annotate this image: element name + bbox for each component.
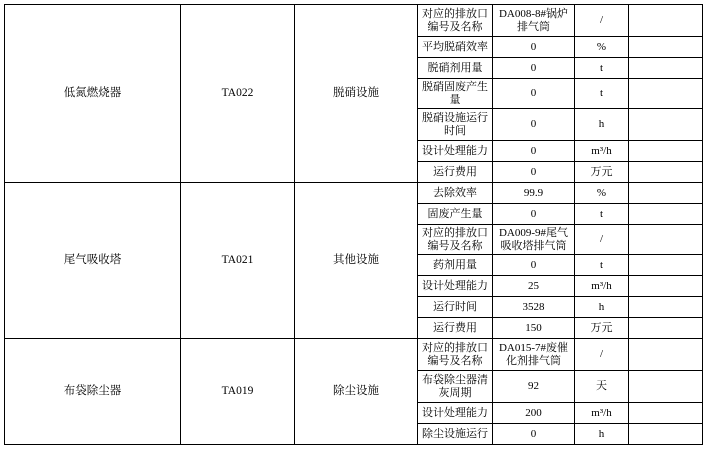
remarks-cell bbox=[629, 141, 703, 162]
remarks-cell bbox=[629, 424, 703, 445]
param-name-cell: 布袋除尘器清灰周期 bbox=[418, 371, 493, 403]
param-name-cell: 脱硝剂用量 bbox=[418, 58, 493, 79]
param-name-cell: 对应的排放口编号及名称 bbox=[418, 5, 493, 37]
param-unit-cell: m³/h bbox=[575, 276, 629, 297]
facility-type-cell: 其他设施 bbox=[295, 183, 418, 339]
remarks-cell bbox=[629, 162, 703, 183]
param-name-cell: 对应的排放口编号及名称 bbox=[418, 225, 493, 255]
remarks-cell bbox=[629, 58, 703, 79]
param-value-cell: 200 bbox=[493, 403, 575, 424]
param-value-cell: 0 bbox=[493, 162, 575, 183]
facility-type-cell: 除尘设施 bbox=[295, 339, 418, 445]
param-value-cell: 0 bbox=[493, 109, 575, 141]
remarks-cell bbox=[629, 403, 703, 424]
facility-name-cell: 布袋除尘器 bbox=[5, 339, 181, 445]
param-value-cell: 0 bbox=[493, 37, 575, 58]
facility-code-cell: TA019 bbox=[181, 339, 295, 445]
param-unit-cell: / bbox=[575, 339, 629, 371]
remarks-cell bbox=[629, 371, 703, 403]
param-value-cell: DA015-7#废催化剂排气筒 bbox=[493, 339, 575, 371]
param-value-cell: 0 bbox=[493, 424, 575, 445]
table-row bbox=[5, 339, 703, 371]
param-value-cell: 99.9 bbox=[493, 183, 575, 204]
param-unit-cell: h bbox=[575, 109, 629, 141]
facility-name-cell: 尾气吸收塔 bbox=[5, 183, 181, 339]
param-value-cell: 0 bbox=[493, 79, 575, 109]
param-value-cell: 3528 bbox=[493, 297, 575, 318]
remarks-cell bbox=[629, 225, 703, 255]
param-name-cell: 去除效率 bbox=[418, 183, 493, 204]
table-row bbox=[5, 5, 703, 37]
param-unit-cell: % bbox=[575, 37, 629, 58]
param-unit-cell: t bbox=[575, 204, 629, 225]
remarks-cell bbox=[629, 276, 703, 297]
param-name-cell: 运行时间 bbox=[418, 297, 493, 318]
param-unit-cell: h bbox=[575, 424, 629, 445]
param-name-cell: 药剂用量 bbox=[418, 255, 493, 276]
param-unit-cell: 天 bbox=[575, 371, 629, 403]
remarks-cell bbox=[629, 339, 703, 371]
param-unit-cell: % bbox=[575, 183, 629, 204]
remarks-cell bbox=[629, 109, 703, 141]
remarks-cell bbox=[629, 297, 703, 318]
remarks-cell bbox=[629, 79, 703, 109]
param-unit-cell: / bbox=[575, 225, 629, 255]
remarks-cell bbox=[629, 37, 703, 58]
param-name-cell: 设计处理能力 bbox=[418, 141, 493, 162]
param-unit-cell: 万元 bbox=[575, 162, 629, 183]
param-value-cell: 0 bbox=[493, 141, 575, 162]
param-name-cell: 设计处理能力 bbox=[418, 276, 493, 297]
remarks-cell bbox=[629, 183, 703, 204]
param-name-cell: 设计处理能力 bbox=[418, 403, 493, 424]
param-unit-cell: m³/h bbox=[575, 141, 629, 162]
remarks-cell bbox=[629, 318, 703, 339]
param-unit-cell: 万元 bbox=[575, 318, 629, 339]
param-value-cell: DA009-9#尾气吸收塔排气筒 bbox=[493, 225, 575, 255]
table-row bbox=[5, 183, 703, 204]
param-value-cell: 0 bbox=[493, 58, 575, 79]
param-unit-cell: t bbox=[575, 58, 629, 79]
param-value-cell: 0 bbox=[493, 204, 575, 225]
remarks-cell bbox=[629, 255, 703, 276]
param-name-cell: 运行费用 bbox=[418, 162, 493, 183]
facility-type-cell: 脱硝设施 bbox=[295, 5, 418, 183]
param-name-cell: 运行费用 bbox=[418, 318, 493, 339]
param-value-cell: DA008-8#锅炉排气筒 bbox=[493, 5, 575, 37]
param-name-cell: 对应的排放口编号及名称 bbox=[418, 339, 493, 371]
facility-code-cell: TA021 bbox=[181, 183, 295, 339]
param-name-cell: 除尘设施运行 bbox=[418, 424, 493, 445]
param-unit-cell: m³/h bbox=[575, 403, 629, 424]
param-unit-cell: h bbox=[575, 297, 629, 318]
param-value-cell: 25 bbox=[493, 276, 575, 297]
param-value-cell: 150 bbox=[493, 318, 575, 339]
param-unit-cell: t bbox=[575, 79, 629, 109]
param-value-cell: 0 bbox=[493, 255, 575, 276]
remarks-cell bbox=[629, 5, 703, 37]
facility-table bbox=[4, 4, 703, 445]
param-name-cell: 固废产生量 bbox=[418, 204, 493, 225]
param-name-cell: 脱硝设施运行时间 bbox=[418, 109, 493, 141]
facility-name-cell: 低氮燃烧器 bbox=[5, 5, 181, 183]
param-value-cell: 92 bbox=[493, 371, 575, 403]
facility-code-cell: TA022 bbox=[181, 5, 295, 183]
param-name-cell: 平均脱硝效率 bbox=[418, 37, 493, 58]
table-body bbox=[5, 5, 703, 445]
param-unit-cell: t bbox=[575, 255, 629, 276]
param-name-cell: 脱硝固废产生量 bbox=[418, 79, 493, 109]
remarks-cell bbox=[629, 204, 703, 225]
param-unit-cell: / bbox=[575, 5, 629, 37]
